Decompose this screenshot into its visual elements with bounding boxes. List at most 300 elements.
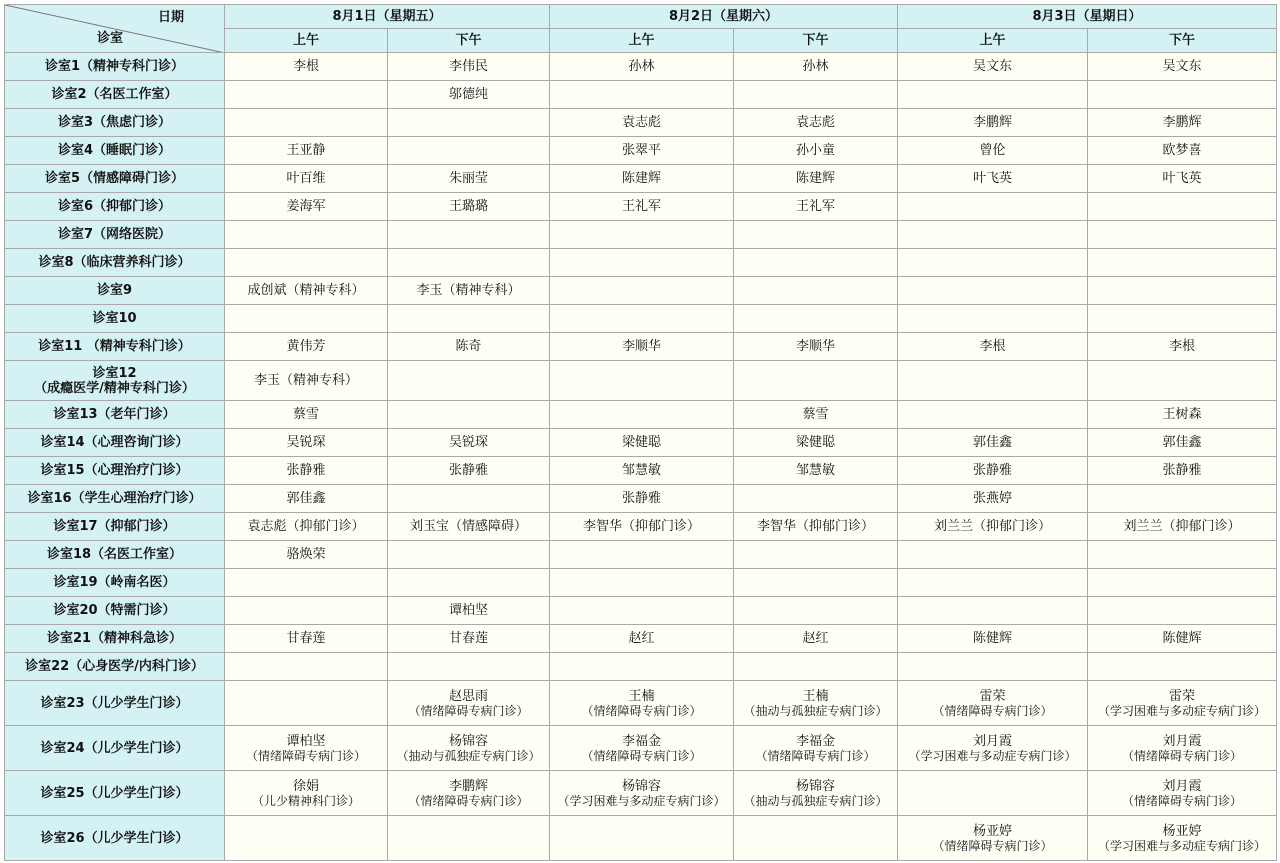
schedule-cell — [225, 81, 388, 109]
room-label — [5, 401, 225, 429]
doctor-name: 孙林 — [628, 59, 655, 74]
schedule-cell — [225, 569, 388, 597]
schedule-cell — [898, 597, 1088, 625]
schedule-cell — [225, 305, 388, 333]
schedule-cell — [550, 193, 734, 221]
schedule-cell — [225, 137, 388, 165]
room-label-line: 诊室13（老年门诊） — [53, 407, 176, 422]
doctor-name: 李智华（抑郁门诊） — [756, 519, 874, 534]
room-label-line: 诊室3（焦虑门诊） — [57, 115, 172, 130]
room-label-line: 诊室4（睡眠门诊） — [57, 143, 172, 158]
schedule-cell — [734, 137, 898, 165]
room-label — [5, 109, 225, 137]
schedule-cell — [734, 333, 898, 361]
schedule-cell — [1088, 53, 1277, 81]
schedule-cell — [1088, 333, 1277, 361]
schedule-cell — [1088, 401, 1277, 429]
doctor-name: 陈建辉 — [621, 171, 661, 186]
doctor-name: 郭佳鑫 — [972, 435, 1012, 450]
doctor-name: 蔡雪 — [292, 407, 319, 422]
schedule-cell — [550, 221, 734, 249]
doctor-name: 谭柏坚 — [286, 733, 326, 749]
room-label — [5, 625, 225, 653]
schedule-cell — [225, 541, 388, 569]
schedule-cell — [1088, 625, 1277, 653]
doctor-name: 姜海军 — [286, 199, 326, 214]
doctor-name: 王楠 — [802, 688, 829, 704]
schedule-cell — [734, 771, 898, 816]
schedule-cell — [225, 277, 388, 305]
doctor-name: 刘月霞 — [1162, 778, 1202, 794]
schedule-cell — [898, 361, 1088, 401]
schedule-cell — [1088, 569, 1277, 597]
doctor-name: 李伟民 — [448, 59, 488, 74]
schedule-cell — [898, 305, 1088, 333]
schedule-cell — [388, 305, 550, 333]
clinic-note: （情绪障碍专病门诊） — [245, 748, 366, 763]
clinic-note: （学习困难与多动症专病门诊） — [908, 748, 1077, 763]
schedule-cell — [388, 541, 550, 569]
header-corner — [5, 5, 225, 53]
schedule-cell — [734, 457, 898, 485]
clinic-note: （情绪障碍专病门诊） — [932, 703, 1053, 718]
schedule-cell — [898, 165, 1088, 193]
doctor-name: 李根 — [1168, 339, 1195, 354]
table-row — [5, 569, 1277, 597]
table-row — [5, 53, 1277, 81]
table-row — [5, 165, 1277, 193]
schedule-cell — [225, 485, 388, 513]
schedule-cell — [898, 137, 1088, 165]
schedule-cell — [388, 53, 550, 81]
table-row — [5, 305, 1277, 333]
schedule-cell — [388, 249, 550, 277]
period-header: 下午 — [1088, 29, 1277, 53]
schedule-cell — [734, 681, 898, 726]
table-row — [5, 726, 1277, 771]
schedule-cell — [550, 513, 734, 541]
room-label-line: 诊室22（心身医学/内科门诊） — [25, 659, 204, 674]
doctor-name: 赵红 — [802, 631, 829, 646]
schedule-cell — [225, 249, 388, 277]
room-label — [5, 681, 225, 726]
room-label — [5, 485, 225, 513]
schedule-cell — [550, 361, 734, 401]
period-header: 上午 — [550, 29, 734, 53]
schedule-cell — [388, 569, 550, 597]
room-label — [5, 333, 225, 361]
schedule-cell — [734, 625, 898, 653]
doctor-name: 李福金 — [795, 733, 835, 749]
clinic-note: （情绪障碍专病门诊） — [408, 703, 529, 718]
doctor-name: 刘月霞 — [1162, 733, 1202, 749]
schedule-cell — [898, 816, 1088, 861]
schedule-cell — [1088, 305, 1277, 333]
room-label — [5, 193, 225, 221]
schedule-cell — [898, 625, 1088, 653]
schedule-cell — [388, 771, 550, 816]
table-row — [5, 137, 1277, 165]
schedule-cell — [898, 513, 1088, 541]
schedule-cell — [898, 193, 1088, 221]
table-row — [5, 109, 1277, 137]
schedule-cell — [1088, 81, 1277, 109]
schedule-cell — [550, 681, 734, 726]
doctor-name: 李根 — [292, 59, 319, 74]
doctor-name: 赵思雨 — [448, 688, 488, 704]
room-label-line: 诊室15（心理治疗门诊） — [40, 463, 189, 478]
doctor-name: 张静雅 — [621, 491, 661, 506]
schedule-cell — [1088, 193, 1277, 221]
schedule-cell — [225, 653, 388, 681]
schedule-cell — [388, 277, 550, 305]
doctor-name: 王璐璐 — [448, 199, 488, 214]
schedule-cell — [225, 401, 388, 429]
period-header: 下午 — [734, 29, 898, 53]
table-row — [5, 513, 1277, 541]
doctor-name: 朱丽莹 — [448, 171, 488, 186]
schedule-cell — [388, 726, 550, 771]
room-label — [5, 541, 225, 569]
doctor-name: 骆焕荣 — [286, 547, 326, 562]
room-label-line: 诊室26（儿少学生门诊） — [40, 830, 189, 846]
room-label-line: 诊室24（儿少学生门诊） — [40, 740, 189, 756]
doctor-name: 孙林 — [802, 59, 829, 74]
doctor-name: 蔡雪 — [802, 407, 829, 422]
room-label-line: 诊室14（心理咨询门诊） — [40, 435, 189, 450]
doctor-name: 陈健辉 — [1162, 631, 1202, 646]
schedule-cell — [550, 333, 734, 361]
doctor-name: 谭柏坚 — [448, 603, 488, 618]
doctor-name: 叶百维 — [286, 171, 326, 186]
schedule-cell — [550, 541, 734, 569]
schedule-cell — [898, 109, 1088, 137]
doctor-name: 袁志彪 — [621, 115, 661, 130]
schedule-cell — [898, 569, 1088, 597]
room-label-line: 诊室18（名医工作室） — [46, 547, 183, 562]
schedule-cell — [1088, 597, 1277, 625]
schedule-cell — [898, 401, 1088, 429]
doctor-name: 李根 — [979, 339, 1006, 354]
schedule-body — [5, 53, 1277, 861]
schedule-cell — [550, 429, 734, 457]
doctor-name: 杨锦容 — [448, 733, 488, 749]
doctor-name: 杨亚婷 — [972, 823, 1012, 839]
doctor-name: 刘兰兰（抑郁门诊） — [1123, 519, 1241, 534]
room-label — [5, 597, 225, 625]
table-row — [5, 681, 1277, 726]
room-label — [5, 653, 225, 681]
room-label-line: 诊室19（岭南名医） — [53, 575, 176, 590]
doctor-name: 郭佳鑫 — [1162, 435, 1202, 450]
doctor-name: 刘月霞 — [972, 733, 1012, 749]
schedule-cell — [734, 653, 898, 681]
room-label — [5, 726, 225, 771]
schedule-cell — [550, 277, 734, 305]
doctor-name: 陈健辉 — [972, 631, 1012, 646]
doctor-name: 赵红 — [628, 631, 655, 646]
schedule-cell — [898, 457, 1088, 485]
table-row — [5, 333, 1277, 361]
doctor-name: 刘兰兰（抑郁门诊） — [933, 519, 1051, 534]
schedule-cell — [1088, 653, 1277, 681]
room-label-line: 诊室23（儿少学生门诊） — [40, 695, 189, 711]
doctor-name: 刘玉宝（情感障碍） — [409, 519, 527, 534]
doctor-name: 梁健聪 — [621, 435, 661, 450]
table-row — [5, 361, 1277, 401]
schedule-cell — [1088, 249, 1277, 277]
doctor-name: 陈建辉 — [795, 171, 835, 186]
schedule-cell — [550, 569, 734, 597]
doctor-name: 邹慧敏 — [621, 463, 661, 478]
schedule-cell — [388, 457, 550, 485]
doctor-name: 郭佳鑫 — [286, 491, 326, 506]
clinic-note: （情绪障碍专病门诊） — [755, 748, 876, 763]
schedule-cell — [225, 457, 388, 485]
room-label — [5, 361, 225, 401]
schedule-cell — [1088, 726, 1277, 771]
room-label — [5, 277, 225, 305]
table-row — [5, 771, 1277, 816]
schedule-cell — [898, 249, 1088, 277]
schedule-cell — [225, 816, 388, 861]
schedule-cell — [550, 625, 734, 653]
schedule-cell — [1088, 513, 1277, 541]
room-label-line: 诊室8（临床营养科门诊） — [38, 255, 191, 270]
schedule-cell — [225, 429, 388, 457]
room-label-line: 诊室25（儿少学生门诊） — [40, 785, 189, 801]
doctor-name: 叶飞英 — [1162, 171, 1202, 186]
schedule-cell — [898, 333, 1088, 361]
schedule-cell — [1088, 361, 1277, 401]
doctor-name: 吴文东 — [972, 59, 1012, 74]
schedule-cell — [550, 53, 734, 81]
schedule-cell — [550, 249, 734, 277]
clinic-note: （情绪障碍专病门诊） — [932, 838, 1053, 853]
room-label — [5, 569, 225, 597]
clinic-note: （抽动与孤独症专病门诊） — [743, 703, 888, 718]
room-label-line: 诊室10 — [92, 311, 137, 326]
doctor-name: 吴文东 — [1162, 59, 1202, 74]
period-header: 下午 — [388, 29, 550, 53]
schedule-cell — [898, 726, 1088, 771]
schedule-cell — [388, 429, 550, 457]
schedule-cell — [898, 653, 1088, 681]
doctor-name: 孙小童 — [795, 143, 835, 158]
table-row — [5, 541, 1277, 569]
schedule-cell — [550, 485, 734, 513]
schedule-cell — [898, 681, 1088, 726]
doctor-name: 张翠平 — [621, 143, 661, 158]
doctor-name: 黄伟芳 — [286, 339, 326, 354]
schedule-cell — [550, 109, 734, 137]
schedule-table — [4, 4, 1277, 861]
schedule-cell — [734, 109, 898, 137]
room-label-line: 诊室2（名医工作室） — [51, 87, 178, 102]
schedule-cell — [550, 816, 734, 861]
doctor-name: 王礼军 — [795, 199, 835, 214]
doctor-name: 杨锦容 — [621, 778, 661, 794]
doctor-name: 李福金 — [621, 733, 661, 749]
schedule-cell — [734, 569, 898, 597]
schedule-cell — [734, 361, 898, 401]
doctor-name: 王楠 — [628, 688, 655, 704]
room-label-line: （成瘾医学/精神专科门诊） — [34, 380, 195, 396]
schedule-cell — [734, 221, 898, 249]
doctor-name: 陈奇 — [455, 339, 482, 354]
table-row — [5, 249, 1277, 277]
schedule-cell — [388, 81, 550, 109]
room-label — [5, 305, 225, 333]
table-row — [5, 81, 1277, 109]
doctor-name: 雷荣 — [979, 688, 1006, 704]
schedule-cell — [388, 816, 550, 861]
schedule-cell — [1088, 109, 1277, 137]
doctor-name: 徐娟 — [292, 778, 319, 794]
schedule-cell — [734, 597, 898, 625]
schedule-cell — [225, 165, 388, 193]
room-axis-label: 诊室 — [97, 31, 124, 46]
schedule-cell — [1088, 277, 1277, 305]
schedule-cell — [225, 625, 388, 653]
doctor-name: 李智华（抑郁门诊） — [582, 519, 700, 534]
schedule-cell — [898, 485, 1088, 513]
schedule-cell — [225, 681, 388, 726]
schedule-cell — [734, 193, 898, 221]
doctor-name: 王礼军 — [621, 199, 661, 214]
table-row — [5, 429, 1277, 457]
date-header-1: 8月1日（星期五） — [225, 5, 550, 29]
schedule-cell — [1088, 541, 1277, 569]
schedule-cell — [550, 597, 734, 625]
schedule-cell — [898, 771, 1088, 816]
room-label — [5, 771, 225, 816]
schedule-cell — [388, 165, 550, 193]
room-label-line: 诊室20（特需门诊） — [53, 603, 176, 618]
schedule-cell — [734, 53, 898, 81]
schedule-cell — [388, 681, 550, 726]
schedule-cell — [550, 653, 734, 681]
schedule-cell — [734, 305, 898, 333]
doctor-name: 欧梦喜 — [1162, 143, 1202, 158]
clinic-note: （抽动与孤独症专病门诊） — [396, 748, 541, 763]
doctor-name: 杨亚婷 — [1162, 823, 1202, 839]
schedule-cell — [388, 221, 550, 249]
doctor-name: 邬德纯 — [448, 87, 488, 102]
schedule-cell — [225, 513, 388, 541]
doctor-name: 吴锐琛 — [286, 435, 326, 450]
schedule-cell — [1088, 485, 1277, 513]
room-label-line: 诊室11 （精神专科门诊） — [38, 339, 191, 354]
doctor-name: 李玉（精神专科） — [416, 283, 521, 298]
doctor-name: 李玉（精神专科） — [253, 373, 358, 388]
schedule-cell — [734, 485, 898, 513]
schedule-cell — [1088, 457, 1277, 485]
table-row — [5, 221, 1277, 249]
schedule-cell — [734, 81, 898, 109]
room-label-line: 诊室7（网络医院） — [57, 227, 172, 242]
schedule-cell — [1088, 429, 1277, 457]
doctor-name: 甘春莲 — [286, 631, 326, 646]
clinic-note: （情绪障碍专病门诊） — [581, 703, 702, 718]
clinic-note: （情绪障碍专病门诊） — [1121, 793, 1242, 808]
schedule-cell — [734, 277, 898, 305]
schedule-cell — [550, 81, 734, 109]
schedule-cell — [734, 541, 898, 569]
schedule-cell — [225, 361, 388, 401]
doctor-name: 李鹏辉 — [972, 115, 1012, 130]
date-header-2: 8月2日（星期六） — [550, 5, 898, 29]
schedule-cell — [225, 726, 388, 771]
room-label — [5, 513, 225, 541]
schedule-cell — [1088, 816, 1277, 861]
schedule-cell — [388, 361, 550, 401]
schedule-cell — [734, 401, 898, 429]
schedule-cell — [898, 429, 1088, 457]
doctor-name: 张静雅 — [448, 463, 488, 478]
table-row — [5, 193, 1277, 221]
room-label-line: 诊室16（学生心理治疗门诊） — [27, 491, 202, 506]
schedule-cell — [898, 541, 1088, 569]
schedule-cell — [1088, 681, 1277, 726]
date-header-3: 8月3日（星期日） — [898, 5, 1277, 29]
room-label-line: 诊室5（情感障碍门诊） — [44, 171, 185, 186]
schedule-cell — [388, 625, 550, 653]
doctor-name: 王亚静 — [286, 143, 326, 158]
doctor-name: 袁志彪 — [795, 115, 835, 130]
schedule-cell — [734, 726, 898, 771]
table-row — [5, 277, 1277, 305]
schedule-cell — [1088, 137, 1277, 165]
doctor-name: 甘春莲 — [448, 631, 488, 646]
room-label — [5, 249, 225, 277]
schedule-cell — [225, 771, 388, 816]
room-label — [5, 165, 225, 193]
doctor-name: 雷荣 — [1168, 688, 1195, 704]
room-label-line: 诊室6（抑郁门诊） — [57, 199, 172, 214]
room-label — [5, 53, 225, 81]
clinic-note: （抽动与孤独症专病门诊） — [743, 793, 888, 808]
schedule-cell — [550, 137, 734, 165]
clinic-note: （儿少精神科门诊） — [251, 793, 360, 808]
table-row — [5, 457, 1277, 485]
doctor-name: 袁志彪（抑郁门诊） — [247, 519, 365, 534]
table-row — [5, 625, 1277, 653]
room-label — [5, 816, 225, 861]
room-label-line: 诊室12 — [92, 365, 137, 381]
schedule-cell — [734, 816, 898, 861]
schedule-cell — [388, 597, 550, 625]
room-label-line: 诊室17（抑郁门诊） — [53, 519, 176, 534]
doctor-name: 吴锐琛 — [448, 435, 488, 450]
schedule-cell — [898, 277, 1088, 305]
doctor-name: 李鹏辉 — [1162, 115, 1202, 130]
schedule-cell — [225, 109, 388, 137]
doctor-name: 李顺华 — [621, 339, 661, 354]
doctor-name: 梁健聪 — [795, 435, 835, 450]
schedule-cell — [388, 513, 550, 541]
schedule-cell — [388, 485, 550, 513]
schedule-cell — [388, 401, 550, 429]
schedule-cell — [1088, 221, 1277, 249]
schedule-cell — [388, 333, 550, 361]
room-label — [5, 457, 225, 485]
doctor-name: 张静雅 — [1162, 463, 1202, 478]
schedule-cell — [734, 249, 898, 277]
room-label-line: 诊室9 — [96, 283, 133, 298]
schedule-cell — [734, 513, 898, 541]
schedule-cell — [388, 137, 550, 165]
